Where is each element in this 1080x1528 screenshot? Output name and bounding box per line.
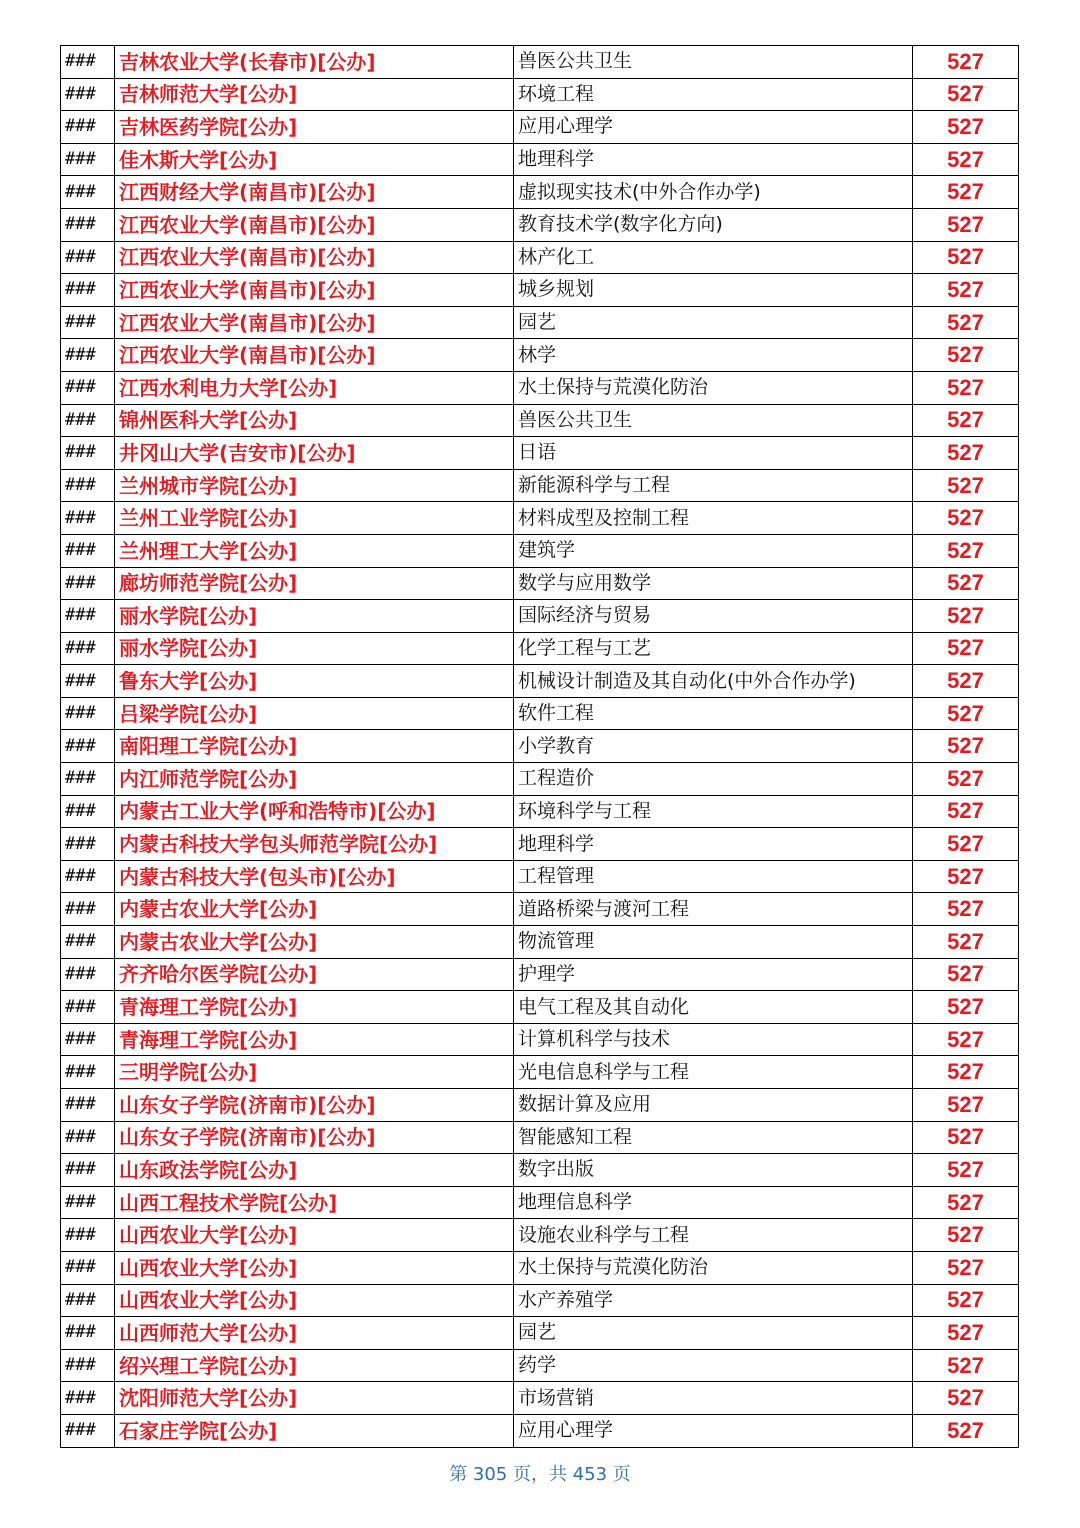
- major-name-cell: 小学教育: [514, 730, 913, 763]
- school-name-cell: 南阳理工学院[公办]: [115, 730, 514, 763]
- table-row: [61, 339, 1019, 372]
- score-cell: 527: [913, 991, 1019, 1024]
- table-row: [61, 1382, 1019, 1415]
- major-name-cell: 药学: [514, 1349, 913, 1382]
- score-cell: 527: [913, 1089, 1019, 1122]
- school-name-cell: 井冈山大学(吉安市)[公办]: [115, 437, 514, 470]
- table-row: [61, 1251, 1019, 1284]
- major-name-cell: 机械设计制造及其自动化(中外合作办学): [514, 665, 913, 698]
- major-name-cell: 环境工程: [514, 78, 913, 111]
- school-name-cell: 山东女子学院(济南市)[公办]: [115, 1089, 514, 1122]
- score-cell: 527: [913, 46, 1019, 79]
- school-name-cell: 江西农业大学(南昌市)[公办]: [115, 241, 514, 274]
- score-cell: 527: [913, 534, 1019, 567]
- school-name-cell: 佳木斯大学[公办]: [115, 143, 514, 176]
- table-row: [61, 1121, 1019, 1154]
- school-name-cell: 吉林农业大学(长春市)[公办]: [115, 46, 514, 79]
- row-id-cell: ###: [61, 339, 115, 372]
- school-name-cell: 廊坊师范学院[公办]: [115, 567, 514, 600]
- major-name-cell: 林学: [514, 339, 913, 372]
- row-id-cell: ###: [61, 958, 115, 991]
- score-cell: 527: [913, 1382, 1019, 1415]
- table-row: [61, 1414, 1019, 1447]
- score-cell: 527: [913, 502, 1019, 535]
- score-cell: 527: [913, 1414, 1019, 1447]
- table-row: [61, 241, 1019, 274]
- row-id-cell: ###: [61, 926, 115, 959]
- table-row: [61, 893, 1019, 926]
- major-name-cell: 数字出版: [514, 1154, 913, 1187]
- major-name-cell: 新能源科学与工程: [514, 469, 913, 502]
- score-cell: 527: [913, 893, 1019, 926]
- major-name-cell: 环境科学与工程: [514, 795, 913, 828]
- table-row: [61, 46, 1019, 79]
- table-row: [61, 1284, 1019, 1317]
- row-id-cell: ###: [61, 893, 115, 926]
- table-row: [61, 697, 1019, 730]
- score-cell: 527: [913, 795, 1019, 828]
- score-cell: 527: [913, 1056, 1019, 1089]
- table-row: [61, 567, 1019, 600]
- score-cell: 527: [913, 469, 1019, 502]
- row-id-cell: ###: [61, 176, 115, 209]
- table-row: [61, 306, 1019, 339]
- school-name-cell: 内蒙古科技大学(包头市)[公办]: [115, 860, 514, 893]
- school-name-cell: 内蒙古农业大学[公办]: [115, 893, 514, 926]
- row-id-cell: ###: [61, 437, 115, 470]
- row-id-cell: ###: [61, 371, 115, 404]
- school-name-cell: 吉林师范大学[公办]: [115, 78, 514, 111]
- school-name-cell: 江西农业大学(南昌市)[公办]: [115, 339, 514, 372]
- row-id-cell: ###: [61, 828, 115, 861]
- row-id-cell: ###: [61, 46, 115, 79]
- major-name-cell: 计算机科学与技术: [514, 1023, 913, 1056]
- major-name-cell: 园艺: [514, 306, 913, 339]
- major-name-cell: 水产养殖学: [514, 1284, 913, 1317]
- major-name-cell: 物流管理: [514, 926, 913, 959]
- school-name-cell: 青海理工学院[公办]: [115, 1023, 514, 1056]
- major-name-cell: 地理科学: [514, 143, 913, 176]
- row-id-cell: ###: [61, 274, 115, 307]
- score-cell: 527: [913, 143, 1019, 176]
- school-name-cell: 山西工程技术学院[公办]: [115, 1186, 514, 1219]
- table-row: [61, 274, 1019, 307]
- row-id-cell: ###: [61, 78, 115, 111]
- school-name-cell: 山东女子学院(济南市)[公办]: [115, 1121, 514, 1154]
- school-name-cell: 山西师范大学[公办]: [115, 1317, 514, 1350]
- score-cell: 527: [913, 208, 1019, 241]
- score-cell: 527: [913, 1349, 1019, 1382]
- major-name-cell: 市场营销: [514, 1382, 913, 1415]
- table-row: [61, 176, 1019, 209]
- score-cell: 527: [913, 339, 1019, 372]
- row-id-cell: ###: [61, 730, 115, 763]
- major-name-cell: 教育技术学(数字化方向): [514, 208, 913, 241]
- major-name-cell: 应用心理学: [514, 111, 913, 144]
- major-name-cell: 日语: [514, 437, 913, 470]
- school-name-cell: 江西财经大学(南昌市)[公办]: [115, 176, 514, 209]
- major-name-cell: 数据计算及应用: [514, 1089, 913, 1122]
- major-name-cell: 兽医公共卫生: [514, 404, 913, 437]
- school-name-cell: 兰州理工大学[公办]: [115, 534, 514, 567]
- row-id-cell: ###: [61, 1284, 115, 1317]
- table-row: [61, 795, 1019, 828]
- major-name-cell: 软件工程: [514, 697, 913, 730]
- school-name-cell: 江西农业大学(南昌市)[公办]: [115, 208, 514, 241]
- table-row: [61, 404, 1019, 437]
- major-name-cell: 虚拟现实技术(中外合作办学): [514, 176, 913, 209]
- school-name-cell: 内蒙古农业大学[公办]: [115, 926, 514, 959]
- school-name-cell: 江西水利电力大学[公办]: [115, 371, 514, 404]
- table-row: [61, 469, 1019, 502]
- table-row: [61, 860, 1019, 893]
- row-id-cell: ###: [61, 763, 115, 796]
- major-name-cell: 材料成型及控制工程: [514, 502, 913, 535]
- school-name-cell: 沈阳师范大学[公办]: [115, 1382, 514, 1415]
- school-name-cell: 三明学院[公办]: [115, 1056, 514, 1089]
- table-row: [61, 111, 1019, 144]
- table-row: [61, 208, 1019, 241]
- table-row: [61, 828, 1019, 861]
- school-name-cell: 鲁东大学[公办]: [115, 665, 514, 698]
- major-name-cell: 护理学: [514, 958, 913, 991]
- table-row: [61, 78, 1019, 111]
- school-name-cell: 内蒙古科技大学包头师范学院[公办]: [115, 828, 514, 861]
- table-row: [61, 1056, 1019, 1089]
- school-name-cell: 山西农业大学[公办]: [115, 1219, 514, 1252]
- score-cell: 527: [913, 111, 1019, 144]
- school-name-cell: 兰州城市学院[公办]: [115, 469, 514, 502]
- major-name-cell: 电气工程及其自动化: [514, 991, 913, 1024]
- score-cell: 527: [913, 763, 1019, 796]
- major-name-cell: 应用心理学: [514, 1414, 913, 1447]
- row-id-cell: ###: [61, 241, 115, 274]
- row-id-cell: ###: [61, 111, 115, 144]
- score-cell: 527: [913, 404, 1019, 437]
- school-name-cell: 江西农业大学(南昌市)[公办]: [115, 306, 514, 339]
- school-name-cell: 齐齐哈尔医学院[公办]: [115, 958, 514, 991]
- row-id-cell: ###: [61, 991, 115, 1024]
- major-name-cell: 数学与应用数学: [514, 567, 913, 600]
- admission-score-table: [60, 45, 1019, 1448]
- major-name-cell: 林产化工: [514, 241, 913, 274]
- row-id-cell: ###: [61, 404, 115, 437]
- major-name-cell: 国际经济与贸易: [514, 600, 913, 633]
- score-cell: 527: [913, 730, 1019, 763]
- score-cell: 527: [913, 958, 1019, 991]
- table-row: [61, 926, 1019, 959]
- table-row: [61, 1154, 1019, 1187]
- row-id-cell: ###: [61, 534, 115, 567]
- table-row: [61, 1349, 1019, 1382]
- major-name-cell: 水土保持与荒漠化防治: [514, 1251, 913, 1284]
- row-id-cell: ###: [61, 502, 115, 535]
- major-name-cell: 建筑学: [514, 534, 913, 567]
- row-id-cell: ###: [61, 1219, 115, 1252]
- row-id-cell: ###: [61, 1121, 115, 1154]
- score-cell: 527: [913, 78, 1019, 111]
- major-name-cell: 水土保持与荒漠化防治: [514, 371, 913, 404]
- row-id-cell: ###: [61, 567, 115, 600]
- row-id-cell: ###: [61, 208, 115, 241]
- major-name-cell: 工程管理: [514, 860, 913, 893]
- table-row: [61, 730, 1019, 763]
- page-number-info: 第 305 页，共 453 页: [449, 1464, 631, 1485]
- major-name-cell: 智能感知工程: [514, 1121, 913, 1154]
- row-id-cell: ###: [61, 665, 115, 698]
- major-name-cell: 地理信息科学: [514, 1186, 913, 1219]
- school-name-cell: 内江师范学院[公办]: [115, 763, 514, 796]
- row-id-cell: ###: [61, 306, 115, 339]
- table-row: [61, 1089, 1019, 1122]
- row-id-cell: ###: [61, 143, 115, 176]
- school-name-cell: 吉林医药学院[公办]: [115, 111, 514, 144]
- row-id-cell: ###: [61, 632, 115, 665]
- row-id-cell: ###: [61, 1186, 115, 1219]
- school-name-cell: 山西农业大学[公办]: [115, 1251, 514, 1284]
- school-name-cell: 吕梁学院[公办]: [115, 697, 514, 730]
- school-name-cell: 山西农业大学[公办]: [115, 1284, 514, 1317]
- table-row: [61, 958, 1019, 991]
- row-id-cell: ###: [61, 469, 115, 502]
- table-row: [61, 1219, 1019, 1252]
- table-row: [61, 991, 1019, 1024]
- row-id-cell: ###: [61, 1414, 115, 1447]
- school-name-cell: 丽水学院[公办]: [115, 632, 514, 665]
- row-id-cell: ###: [61, 1382, 115, 1415]
- table-row: [61, 665, 1019, 698]
- row-id-cell: ###: [61, 860, 115, 893]
- score-cell: 527: [913, 1251, 1019, 1284]
- score-cell: 527: [913, 371, 1019, 404]
- table-row: [61, 371, 1019, 404]
- major-name-cell: 地理科学: [514, 828, 913, 861]
- row-id-cell: ###: [61, 1251, 115, 1284]
- row-id-cell: ###: [61, 1056, 115, 1089]
- row-id-cell: ###: [61, 1317, 115, 1350]
- score-cell: 527: [913, 1219, 1019, 1252]
- table-row: [61, 143, 1019, 176]
- row-id-cell: ###: [61, 795, 115, 828]
- major-name-cell: 光电信息科学与工程: [514, 1056, 913, 1089]
- major-name-cell: 工程造价: [514, 763, 913, 796]
- score-cell: 527: [913, 1186, 1019, 1219]
- row-id-cell: ###: [61, 1023, 115, 1056]
- school-name-cell: 内蒙古工业大学(呼和浩特市)[公办]: [115, 795, 514, 828]
- school-name-cell: 绍兴理工学院[公办]: [115, 1349, 514, 1382]
- score-cell: 527: [913, 1284, 1019, 1317]
- score-cell: 527: [913, 1121, 1019, 1154]
- score-cell: 527: [913, 274, 1019, 307]
- table-row: [61, 632, 1019, 665]
- major-name-cell: 园艺: [514, 1317, 913, 1350]
- major-name-cell: 兽医公共卫生: [514, 46, 913, 79]
- table-row: [61, 534, 1019, 567]
- score-cell: 527: [913, 926, 1019, 959]
- score-cell: 527: [913, 1154, 1019, 1187]
- row-id-cell: ###: [61, 1154, 115, 1187]
- score-cell: 527: [913, 828, 1019, 861]
- score-cell: 527: [913, 600, 1019, 633]
- table-row: [61, 600, 1019, 633]
- school-name-cell: 石家庄学院[公办]: [115, 1414, 514, 1447]
- table-row: [61, 437, 1019, 470]
- school-name-cell: 丽水学院[公办]: [115, 600, 514, 633]
- score-cell: 527: [913, 437, 1019, 470]
- row-id-cell: ###: [61, 697, 115, 730]
- score-cell: 527: [913, 860, 1019, 893]
- table-row: [61, 502, 1019, 535]
- school-name-cell: 青海理工学院[公办]: [115, 991, 514, 1024]
- score-cell: 527: [913, 1023, 1019, 1056]
- table-body: [61, 46, 1019, 1448]
- school-name-cell: 兰州工业学院[公办]: [115, 502, 514, 535]
- score-cell: 527: [913, 1317, 1019, 1350]
- school-name-cell: 江西农业大学(南昌市)[公办]: [115, 274, 514, 307]
- page-footer: [0, 1460, 1080, 1486]
- score-cell: 527: [913, 241, 1019, 274]
- major-name-cell: 化学工程与工艺: [514, 632, 913, 665]
- score-cell: 527: [913, 632, 1019, 665]
- major-name-cell: 城乡规划: [514, 274, 913, 307]
- row-id-cell: ###: [61, 600, 115, 633]
- score-cell: 527: [913, 176, 1019, 209]
- table-row: [61, 1186, 1019, 1219]
- row-id-cell: ###: [61, 1089, 115, 1122]
- table-row: [61, 1317, 1019, 1350]
- school-name-cell: 锦州医科大学[公办]: [115, 404, 514, 437]
- major-name-cell: 设施农业科学与工程: [514, 1219, 913, 1252]
- score-cell: 527: [913, 697, 1019, 730]
- row-id-cell: ###: [61, 1349, 115, 1382]
- score-cell: 527: [913, 306, 1019, 339]
- school-name-cell: 山东政法学院[公办]: [115, 1154, 514, 1187]
- score-cell: 527: [913, 665, 1019, 698]
- table-row: [61, 763, 1019, 796]
- major-name-cell: 道路桥梁与渡河工程: [514, 893, 913, 926]
- score-cell: 527: [913, 567, 1019, 600]
- table-row: [61, 1023, 1019, 1056]
